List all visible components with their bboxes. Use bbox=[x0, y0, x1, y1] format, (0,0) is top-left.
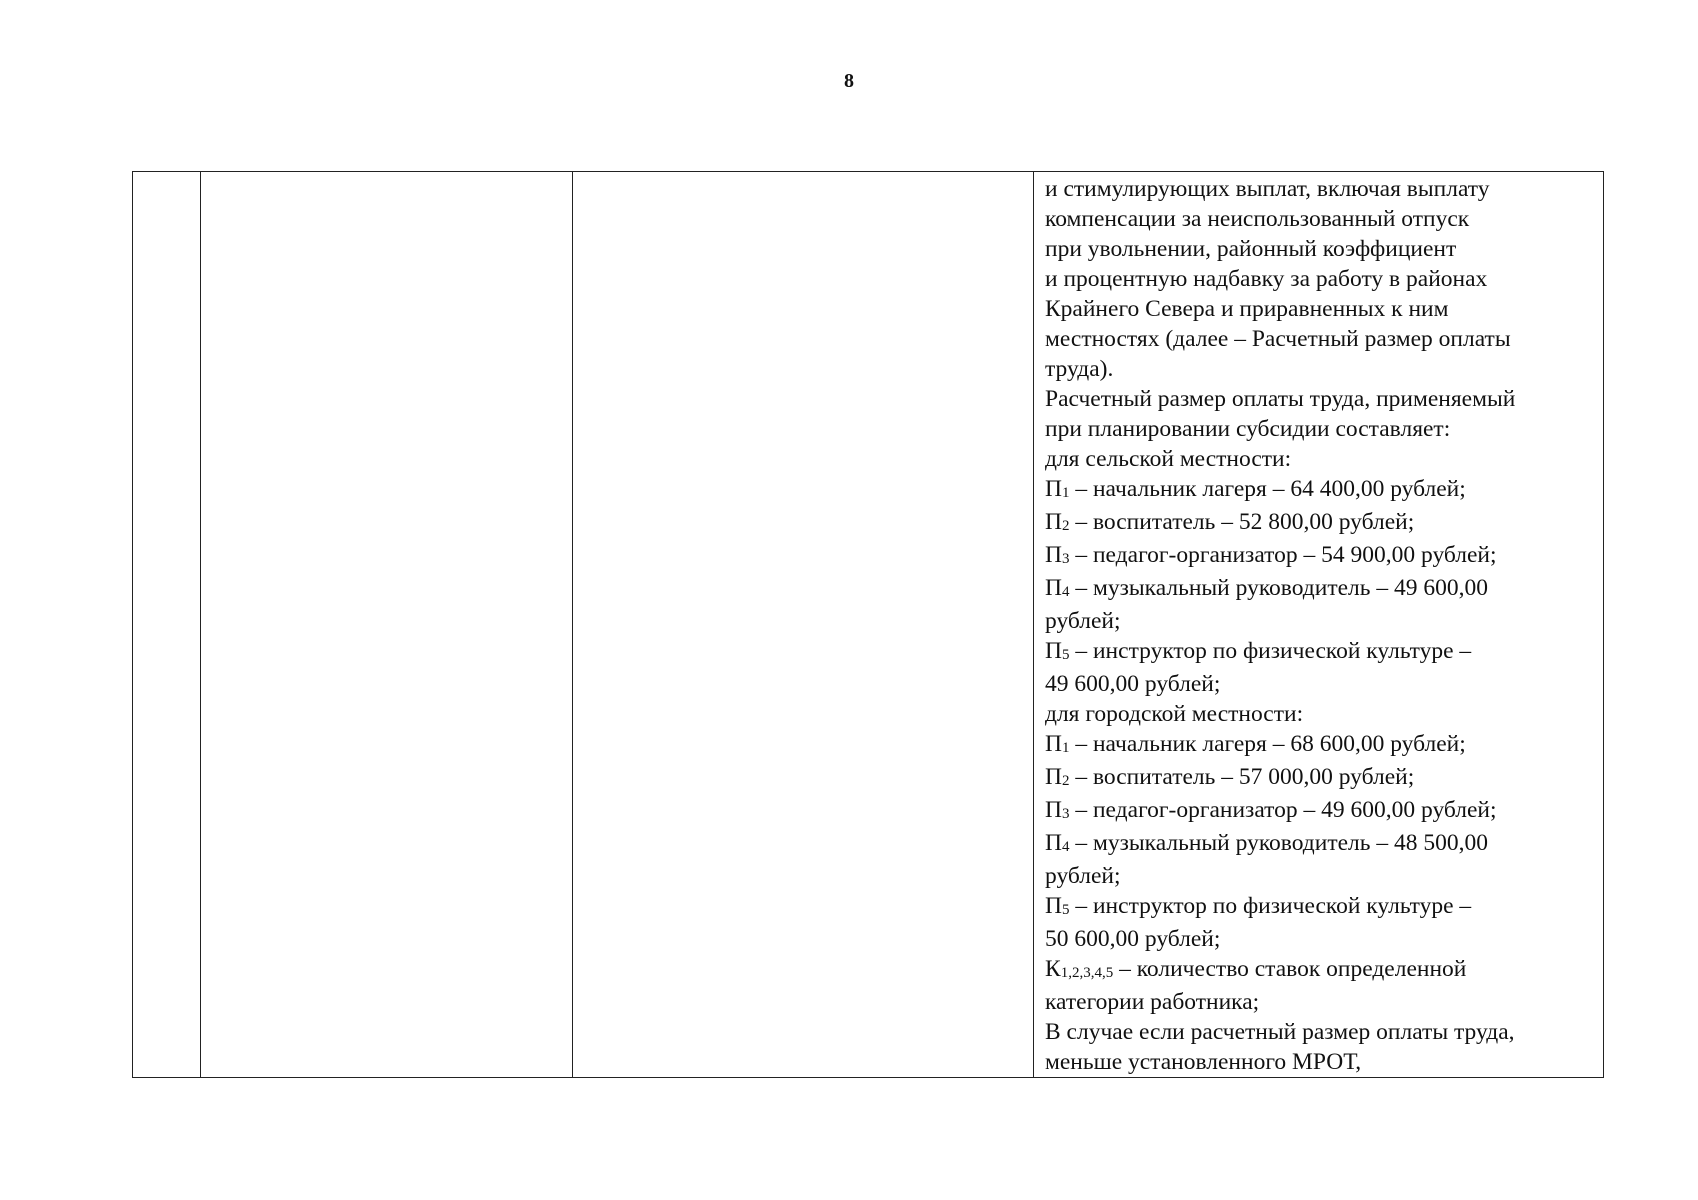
text-line bbox=[1045, 828, 1589, 861]
text-line: компенсации за неиспользованный отпуск bbox=[1045, 206, 1470, 232]
text-line: местностях (далее – Расчетный размер оплаты bbox=[1045, 326, 1511, 352]
text-line bbox=[1045, 795, 1589, 828]
variable-subscript: 2 bbox=[1061, 518, 1070, 534]
table-cell-description bbox=[573, 172, 1034, 1078]
document-table bbox=[132, 171, 1604, 1078]
text-line: при увольнении, районный коэффициент bbox=[1045, 236, 1457, 262]
text-line: и стимулирующих выплат, включая выплату bbox=[1045, 176, 1490, 202]
text-line bbox=[1045, 540, 1589, 573]
variable-subscript: 4 bbox=[1061, 584, 1070, 600]
text-line bbox=[1045, 729, 1589, 762]
variable-subscript: 1 bbox=[1061, 740, 1070, 756]
variable-symbol: П bbox=[1045, 764, 1062, 790]
variable-description: – количество ставок определенной bbox=[1113, 956, 1467, 982]
variable-description: – начальник лагеря – 68 600,00 рублей; bbox=[1069, 731, 1466, 757]
variable-subscript: 1 bbox=[1061, 485, 1070, 501]
variable-symbol: К bbox=[1045, 956, 1061, 982]
text-line: труда). bbox=[1045, 356, 1114, 382]
text-line: В случае если расчетный размер оплаты труда, bbox=[1045, 1019, 1515, 1045]
text-line: меньше установленного МРОТ, bbox=[1045, 1049, 1362, 1075]
variable-symbol: П bbox=[1045, 797, 1062, 823]
variable-description: – воспитатель – 52 800,00 рублей; bbox=[1069, 509, 1415, 535]
text-line bbox=[1045, 573, 1589, 606]
variable-subscript: 2 bbox=[1061, 773, 1070, 789]
table-cell-calculation bbox=[1034, 172, 1604, 1078]
text-line bbox=[1045, 474, 1589, 507]
variable-description: – педагог-организатор – 49 600,00 рублей; bbox=[1069, 797, 1497, 823]
text-line: рублей; bbox=[1045, 863, 1121, 889]
variable-subscript: 4 bbox=[1061, 839, 1070, 855]
text-line: при планировании субсидии составляет: bbox=[1045, 416, 1451, 442]
variable-description: – музыкальный руководитель – 48 500,00 bbox=[1069, 830, 1488, 856]
variable-description: – музыкальный руководитель – 49 600,00 bbox=[1069, 575, 1488, 601]
text-line bbox=[1045, 507, 1589, 540]
variable-subscript: 3 bbox=[1061, 551, 1070, 567]
text-line: Крайнего Севера и приравненных к ним bbox=[1045, 296, 1449, 322]
variable-description: – воспитатель – 57 000,00 рублей; bbox=[1069, 764, 1415, 790]
text-line: и процентную надбавку за работу в районах bbox=[1045, 266, 1488, 292]
variable-symbol: П bbox=[1045, 509, 1062, 535]
variable-subscript: 5 bbox=[1061, 647, 1070, 663]
text-line bbox=[1045, 762, 1589, 795]
variable-symbol: П bbox=[1045, 830, 1062, 856]
variable-description: – педагог-организатор – 54 900,00 рублей; bbox=[1069, 542, 1497, 568]
variable-description: – начальник лагеря – 64 400,00 рублей; bbox=[1069, 476, 1466, 502]
text-line: категории работника; bbox=[1045, 989, 1260, 1015]
text-line: рублей; bbox=[1045, 608, 1121, 634]
text-line: 49 600,00 рублей; bbox=[1045, 671, 1221, 697]
variable-symbol: П bbox=[1045, 575, 1062, 601]
text-line: для сельской местности: bbox=[1045, 446, 1292, 472]
variable-description: – инструктор по физической культуре – bbox=[1069, 638, 1472, 664]
variable-symbol: П bbox=[1045, 731, 1062, 757]
variable-symbol: П bbox=[1045, 638, 1062, 664]
variable-description: – инструктор по физической культуре – bbox=[1069, 893, 1472, 919]
page-number: 8 bbox=[844, 70, 854, 92]
calculation-text bbox=[1034, 172, 1603, 1077]
text-line bbox=[1045, 636, 1589, 669]
variable-subscript: 1,2,3,4,5 bbox=[1060, 965, 1114, 981]
text-line bbox=[1045, 891, 1589, 924]
table-cell-number bbox=[133, 172, 201, 1078]
variable-symbol: П bbox=[1045, 542, 1062, 568]
text-line: 50 600,00 рублей; bbox=[1045, 926, 1221, 952]
table-cell-name bbox=[201, 172, 573, 1078]
text-line: Расчетный размер оплаты труда, применяемый bbox=[1045, 386, 1516, 412]
text-line bbox=[1045, 954, 1589, 987]
variable-symbol: П bbox=[1045, 893, 1062, 919]
table-row bbox=[133, 172, 1604, 1078]
variable-subscript: 5 bbox=[1061, 902, 1070, 918]
variable-symbol: П bbox=[1045, 476, 1062, 502]
text-line: для городской местности: bbox=[1045, 701, 1304, 727]
variable-subscript: 3 bbox=[1061, 806, 1070, 822]
